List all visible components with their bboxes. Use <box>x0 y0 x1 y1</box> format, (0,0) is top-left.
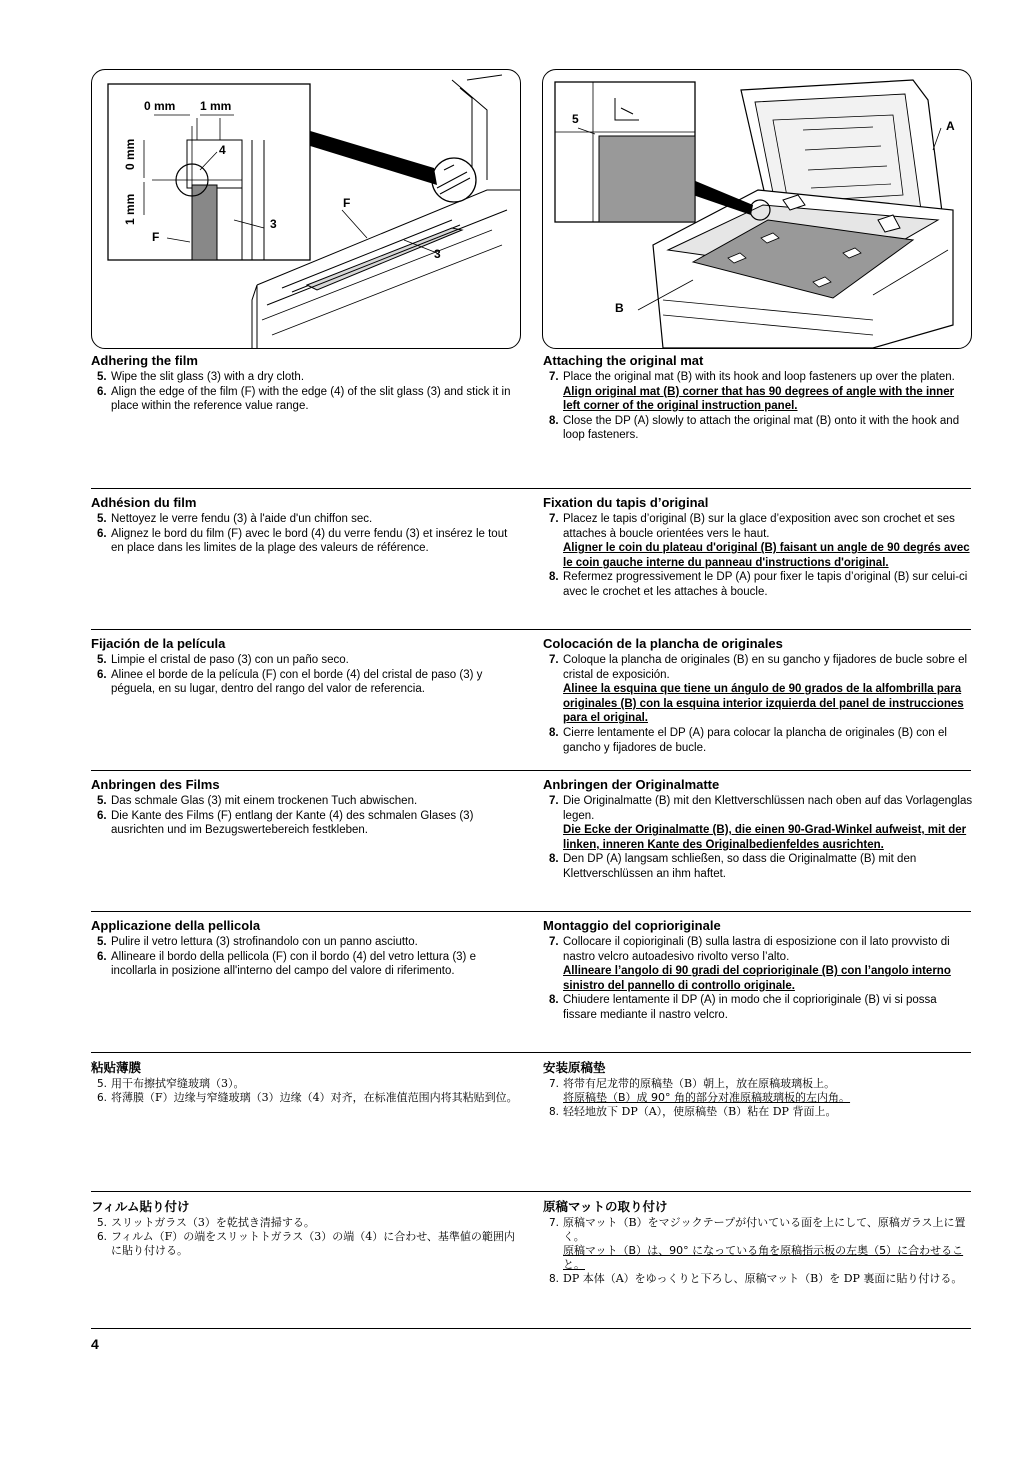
callout-b: B <box>615 301 624 315</box>
step-list <box>543 794 973 882</box>
callout-3-inset: 3 <box>270 217 277 231</box>
section-title: 原稿マットの取り付け <box>543 1199 668 1214</box>
step-item: 7. Coloque la plancha de originales (B) en su gancho y fijadores de bucle sobre el cristal de exposición. Alinee la esquina que tiene un ángulo de 90 grados de la alfombrilla para originales (B) con la esquina interior izquierda del panel de instrucciones para el original. <box>543 653 973 726</box>
step-list <box>91 370 521 414</box>
section-title: 安装原稿垫 <box>543 1060 606 1075</box>
step-list <box>91 653 521 697</box>
step-item: 6. 将薄膜（F）边缘与窄缝玻璃（3）边缘（4）对齐，在标准值范围内将其粘贴到位。 <box>97 1091 518 1104</box>
section-divider <box>91 629 971 630</box>
section-divider <box>91 1052 971 1053</box>
section-title: Anbringen der Originalmatte <box>543 777 720 792</box>
step-item: 5. スリットガラス（3）を乾拭き清掃する。 <box>97 1216 315 1229</box>
step-list <box>543 512 973 600</box>
step-list <box>91 1077 521 1105</box>
dim-label-0mm-horizontal: 0 mm <box>144 99 176 113</box>
step-item: 5. Das schmale Glas (3) mit einem trockenen Tuch abwischen. <box>97 795 418 807</box>
step-item: 6. Align the edge of the film (F) with the edge (4) of the slit glass (3) and stick it in place within the reference value range. <box>97 385 511 413</box>
step-item: 8. Cierre lentamente el DP (A) para colocar la plancha de originales (B) con el gancho y fijadores de bucle. <box>549 726 947 754</box>
step-note: 原稿マット（B）は、90° になっている角を原稿指示板の左奥（5）に合わせること。 <box>563 1244 964 1271</box>
callout-4: 4 <box>219 143 226 157</box>
callout-5: 5 <box>572 112 579 126</box>
step-note: Align original mat (B) corner that has 90 degrees of angle with the inner left corner of the original instruction panel. <box>563 385 955 413</box>
original-mat-column <box>543 918 973 1023</box>
original-mat-illustration <box>543 70 971 348</box>
step-item: 7. Placez le tapis d’original (B) sur la glace d’exposition avec son crochet et ses attaches à boucle orientées vers le haut. Aligner le coin du plateau d'original (B) faisant un angle de 90 degrés avec le coin gauche interne du panneau d'instructions d'original. <box>543 512 973 570</box>
section-title: Montaggio del coprioriginale <box>543 918 721 933</box>
step-list <box>91 794 521 838</box>
section-title: Fijación de la película <box>91 636 226 651</box>
section-title: Colocación de la plancha de originales <box>543 636 783 651</box>
step-item: 8. Chiudere lentamente il DP (A) in modo che il coprioriginale (B) vi si possa fissare mediante il nastro velcro. <box>549 994 937 1021</box>
section-title: Adhésion du film <box>91 495 197 510</box>
step-item: 7. 原稿マット（B）をマジックテープが付いている面を上にして、原稿ガラス上に置く。 原稿マット（B）は、90° になっている角を原稿指示板の左奥（5）に合わせること。 <box>543 1216 973 1272</box>
original-mat-column <box>543 777 973 882</box>
film-alignment-illustration <box>92 70 520 348</box>
page-number: 4 <box>91 1336 99 1352</box>
callout-a: A <box>946 119 955 133</box>
step-note: Allineare l’angolo di 90 gradi del coprioriginale (B) con l’angolo interno sinistro del pannello di controllo originale. <box>563 965 951 992</box>
step-item: 6. フィルム（F）の端をスリットトガラス（3）の端（4）に合わせ、基準値の範囲内に貼り付ける。 <box>97 1230 515 1257</box>
step-item: 7. Die Originalmatte (B) mit den Klettverschlüssen nach oben auf das Vorlagenglas legen. Die Ecke der Originalmatte (B), die einen 90-Grad-Winkel aufweist, mit der linken, inneren Kante des Originalbedienfeldes ausrichten. <box>549 795 973 851</box>
adhering-film-column <box>91 636 521 697</box>
dim-label-0mm-vertical: 0 mm <box>123 138 137 170</box>
step-list <box>543 935 973 1023</box>
section-divider <box>91 911 971 912</box>
section-title: Attaching the original mat <box>543 353 704 368</box>
dim-label-1mm-vertical: 1 mm <box>123 193 137 225</box>
step-item: 8. DP 本体（A）をゆっくりと下ろし、原稿マット（B）を DP 裏面に貼り付ける。 <box>549 1272 963 1285</box>
original-mat-column <box>543 353 973 443</box>
step-list <box>543 1077 973 1119</box>
section-title: フィルム貼り付け <box>91 1199 190 1214</box>
section-title: Applicazione della pellicola <box>91 918 261 933</box>
step-list <box>543 653 973 755</box>
section-title: Anbringen des Films <box>91 777 220 792</box>
step-note: Alinee la esquina que tiene un ángulo de 90 grados de la alfombrilla para originales (B) con la esquina interior izquierda del panel de instrucciones para el original. <box>563 683 964 725</box>
adhering-film-column <box>91 918 521 979</box>
callout-3-main: 3 <box>434 247 441 261</box>
step-item: 6. Die Kante des Films (F) entlang der Kante (4) des schmalen Glases (3) ausrichten und im Bezugswertebereich festkleben. <box>97 809 474 837</box>
step-item: 6. Alinee el borde de la película (F) con el borde (4) del cristal de paso (3) y péguela, en su lugar, dentro del rango del valor de referencia. <box>97 668 483 696</box>
callout-f-inset: F <box>152 230 160 244</box>
step-item: 7. Collocare il copioriginali (B) sulla lastra di esposizione con il lato provvisto di nastro velcro autoadesivo rivolto verso l’alto. Allineare l’angolo di 90 gradi del coprioriginale (B) con l’angolo interno sinistro del pannello di controllo originale. <box>543 935 973 993</box>
step-list <box>91 512 521 556</box>
film-alignment-figure <box>91 69 521 349</box>
original-mat-column <box>543 1060 973 1119</box>
step-note: 将原稿垫（B）成 90° 角的部分对准原稿玻璃板的左内角。 <box>563 1091 851 1104</box>
step-list <box>543 370 973 443</box>
section-title: Fixation du tapis d’original <box>543 495 709 510</box>
section-title: Adhering the film <box>91 353 198 368</box>
step-note: Die Ecke der Originalmatte (B), die einen 90-Grad-Winkel aufweist, mit der linken, inneren Kante des Originalbedienfeldes ausrichten. <box>563 824 967 851</box>
adhering-film-column <box>91 353 521 414</box>
step-item: 5. Limpie el cristal de paso (3) con un paño seco. <box>97 654 349 666</box>
step-list <box>91 1216 521 1258</box>
step-item: 5. Pulire il vetro lettura (3) strofinandolo con un panno asciutto. <box>97 936 418 948</box>
step-item: 7. Place the original mat (B) with its hook and loop fasteners up over the platen. Align original mat (B) corner that has 90 degrees of angle with the inner left corner of the original instruction panel. <box>543 370 973 414</box>
section-title: 粘贴薄膜 <box>91 1060 142 1075</box>
adhering-film-column <box>91 1199 521 1258</box>
footer-divider <box>91 1328 971 1329</box>
step-item: 8. Den DP (A) langsam schließen, so dass die Originalmatte (B) mit den Klettverschlüssen an ihm haftet. <box>549 853 917 880</box>
original-mat-column <box>543 1199 973 1286</box>
section-divider <box>91 770 971 771</box>
step-item: 8. Close the DP (A) slowly to attach the original mat (B) onto it with the hook and loop fasteners. <box>549 414 960 442</box>
step-item: 7. 将带有尼龙带的原稿垫（B）朝上，放在原稿玻璃板上。 将原稿垫（B）成 90° 角的部分对准原稿玻璃板的左内角。 <box>543 1077 973 1105</box>
original-mat-column <box>543 636 973 755</box>
step-item: 5. Nettoyez le verre fendu (3) à l'aide d'un chiffon sec. <box>97 513 373 525</box>
original-mat-column <box>543 495 973 600</box>
adhering-film-column <box>91 495 521 556</box>
section-divider <box>91 1191 971 1192</box>
callout-f-main: F <box>343 196 351 210</box>
step-note: Aligner le coin du plateau d'original (B) faisant un angle de 90 degrés avec le coin gauche interne du panneau d'instructions d'original. <box>563 542 970 569</box>
adhering-film-column <box>91 777 521 838</box>
step-item: 6. Alignez le bord du film (F) avec le bord (4) du verre fendu (3) et insérez le tout en place dans les limites de la plage des valeurs de référence. <box>97 527 508 555</box>
step-item: 6. Allineare il bordo della pellicola (F) con il bordo (4) del vetro lettura (3) e incollarla in posizione all'interno del campo del valore di riferimento. <box>97 950 476 978</box>
step-item: 5. 用干布擦拭窄缝玻璃（3）。 <box>97 1077 245 1090</box>
dim-label-1mm-horizontal: 1 mm <box>200 99 232 113</box>
step-item: 8. Refermez progressivement le DP (A) pour fixer le tapis d’original (B) sur celui-ci avec le crochet et les attaches à boucle. <box>549 571 968 598</box>
original-mat-figure <box>542 69 972 349</box>
step-list <box>543 1216 973 1286</box>
step-item: 5. Wipe the slit glass (3) with a dry cloth. <box>97 371 305 383</box>
section-divider <box>91 488 971 489</box>
adhering-film-column <box>91 1060 521 1105</box>
step-item: 8. 轻轻地放下 DP（A），使原稿垫（B）粘在 DP 背面上。 <box>549 1105 837 1118</box>
step-list <box>91 935 521 979</box>
